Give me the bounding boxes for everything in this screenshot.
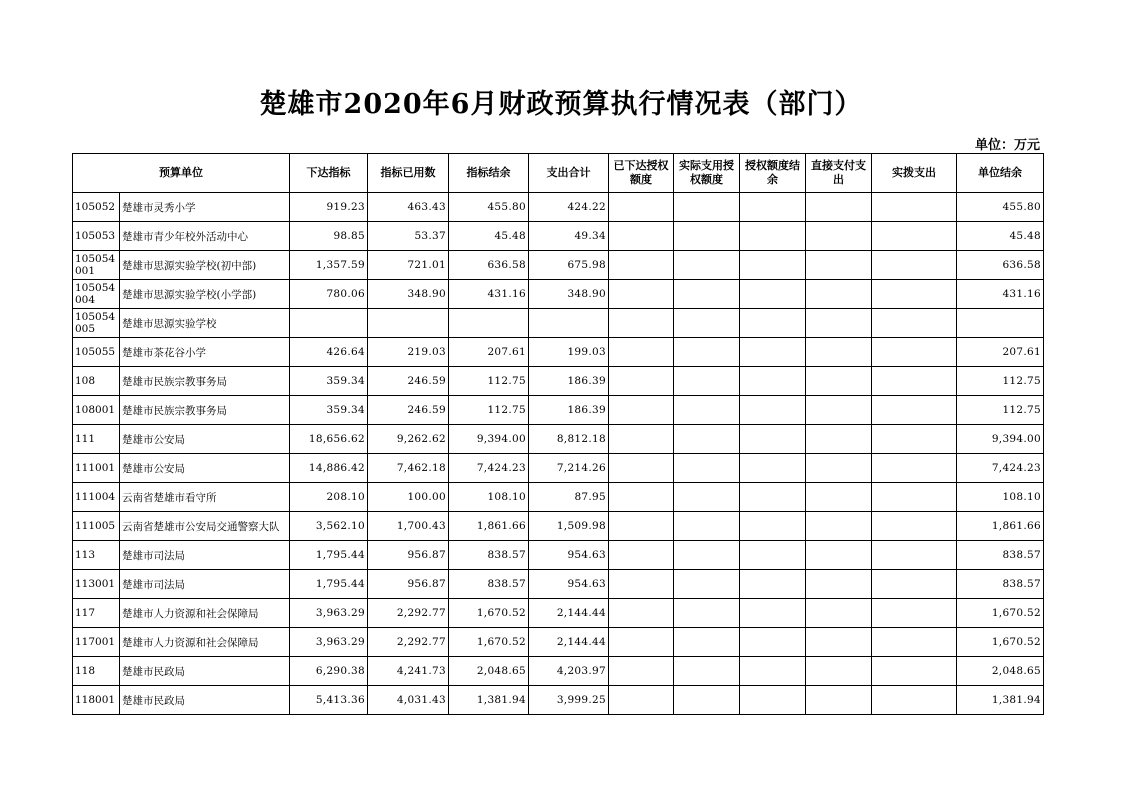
cell-unit-name: 云南省楚雄市公安局交通警察大队 bbox=[120, 512, 290, 541]
cell-spend-total: 186.39 bbox=[529, 396, 609, 425]
cell-unit-name: 云南省楚雄市看守所 bbox=[120, 483, 290, 512]
cell-unit-name: 楚雄市民政局 bbox=[120, 686, 290, 715]
cell-balance: 1,861.66 bbox=[449, 512, 529, 541]
cell-issued: 359.34 bbox=[290, 367, 368, 396]
cell-direct-pay bbox=[806, 570, 872, 599]
cell-unit-name: 楚雄市灵秀小学 bbox=[120, 193, 290, 222]
cell-auth-balance bbox=[740, 541, 806, 570]
cell-transfer bbox=[872, 425, 957, 454]
cell-issued: 18,656.62 bbox=[290, 425, 368, 454]
cell-spend-total: 348.90 bbox=[529, 280, 609, 309]
cell-authorized bbox=[609, 599, 674, 628]
cell-used: 100.00 bbox=[368, 483, 449, 512]
cell-issued: 14,886.42 bbox=[290, 454, 368, 483]
cell-transfer bbox=[872, 309, 957, 338]
cell-transfer bbox=[872, 193, 957, 222]
cell-code: 113 bbox=[73, 541, 120, 570]
cell-auth-balance bbox=[740, 251, 806, 280]
cell-spend-total: 87.95 bbox=[529, 483, 609, 512]
cell-code: 111001 bbox=[73, 454, 120, 483]
cell-balance: 1,670.52 bbox=[449, 628, 529, 657]
cell-authorized bbox=[609, 454, 674, 483]
table-row bbox=[73, 425, 1044, 454]
cell-authorized bbox=[609, 309, 674, 338]
cell-actual-authorized bbox=[674, 483, 740, 512]
cell-actual-authorized bbox=[674, 280, 740, 309]
table-row bbox=[73, 628, 1044, 657]
table-row bbox=[73, 512, 1044, 541]
cell-direct-pay bbox=[806, 512, 872, 541]
cell-actual-authorized bbox=[674, 222, 740, 251]
cell-auth-balance bbox=[740, 454, 806, 483]
cell-unit-balance: 2,048.65 bbox=[957, 657, 1044, 686]
cell-auth-balance bbox=[740, 628, 806, 657]
cell-code: 118001 bbox=[73, 686, 120, 715]
cell-direct-pay bbox=[806, 425, 872, 454]
cell-code: 113001 bbox=[73, 570, 120, 599]
cell-balance: 431.16 bbox=[449, 280, 529, 309]
cell-spend-total: 186.39 bbox=[529, 367, 609, 396]
cell-auth-balance bbox=[740, 425, 806, 454]
cell-code: 108001 bbox=[73, 396, 120, 425]
cell-auth-balance bbox=[740, 512, 806, 541]
cell-issued: 1,795.44 bbox=[290, 541, 368, 570]
cell-unit-balance: 112.75 bbox=[957, 396, 1044, 425]
cell-used: 4,031.43 bbox=[368, 686, 449, 715]
cell-code: 105055 bbox=[73, 338, 120, 367]
cell-unit-name: 楚雄市人力资源和社会保障局 bbox=[120, 599, 290, 628]
cell-issued: 208.10 bbox=[290, 483, 368, 512]
cell-used: 2,292.77 bbox=[368, 628, 449, 657]
cell-balance: 455.80 bbox=[449, 193, 529, 222]
cell-unit-balance: 636.58 bbox=[957, 251, 1044, 280]
cell-issued: 6,290.38 bbox=[290, 657, 368, 686]
cell-actual-authorized bbox=[674, 599, 740, 628]
cell-unit-name: 楚雄市公安局 bbox=[120, 425, 290, 454]
cell-balance: 112.75 bbox=[449, 367, 529, 396]
cell-spend-total: 1,509.98 bbox=[529, 512, 609, 541]
cell-unit-balance: 838.57 bbox=[957, 570, 1044, 599]
table-row bbox=[73, 367, 1044, 396]
cell-unit-balance: 431.16 bbox=[957, 280, 1044, 309]
cell-used: 2,292.77 bbox=[368, 599, 449, 628]
header-used: 指标已用数 bbox=[368, 154, 449, 193]
table-row bbox=[73, 686, 1044, 715]
cell-balance: 45.48 bbox=[449, 222, 529, 251]
cell-authorized bbox=[609, 512, 674, 541]
cell-authorized bbox=[609, 541, 674, 570]
cell-authorized bbox=[609, 280, 674, 309]
cell-balance: 838.57 bbox=[449, 570, 529, 599]
cell-authorized bbox=[609, 222, 674, 251]
cell-used: 4,241.73 bbox=[368, 657, 449, 686]
cell-authorized bbox=[609, 193, 674, 222]
cell-issued: 3,963.29 bbox=[290, 599, 368, 628]
table-row bbox=[73, 570, 1044, 599]
cell-transfer bbox=[872, 599, 957, 628]
cell-direct-pay bbox=[806, 280, 872, 309]
cell-direct-pay bbox=[806, 628, 872, 657]
header-balance: 指标结余 bbox=[449, 154, 529, 193]
cell-spend-total: 4,203.97 bbox=[529, 657, 609, 686]
cell-unit-name: 楚雄市司法局 bbox=[120, 570, 290, 599]
cell-spend-total: 954.63 bbox=[529, 541, 609, 570]
cell-unit-balance: 838.57 bbox=[957, 541, 1044, 570]
header-transfer: 实拨支出 bbox=[872, 154, 957, 193]
cell-authorized bbox=[609, 338, 674, 367]
cell-authorized bbox=[609, 251, 674, 280]
cell-balance: 636.58 bbox=[449, 251, 529, 280]
cell-transfer bbox=[872, 570, 957, 599]
cell-spend-total: 7,214.26 bbox=[529, 454, 609, 483]
cell-actual-authorized bbox=[674, 251, 740, 280]
cell-actual-authorized bbox=[674, 396, 740, 425]
cell-code: 105054005 bbox=[73, 309, 120, 338]
cell-unit-balance: 1,670.52 bbox=[957, 628, 1044, 657]
table-row bbox=[73, 599, 1044, 628]
cell-used: 721.01 bbox=[368, 251, 449, 280]
cell-issued: 1,357.59 bbox=[290, 251, 368, 280]
cell-used: 463.43 bbox=[368, 193, 449, 222]
cell-direct-pay bbox=[806, 541, 872, 570]
cell-auth-balance bbox=[740, 570, 806, 599]
cell-unit-name: 楚雄市青少年校外活动中心 bbox=[120, 222, 290, 251]
cell-transfer bbox=[872, 686, 957, 715]
cell-balance bbox=[449, 309, 529, 338]
cell-spend-total: 199.03 bbox=[529, 338, 609, 367]
cell-unit-balance: 1,670.52 bbox=[957, 599, 1044, 628]
cell-unit-name: 楚雄市思源实验学校 bbox=[120, 309, 290, 338]
cell-auth-balance bbox=[740, 338, 806, 367]
cell-code: 111 bbox=[73, 425, 120, 454]
cell-actual-authorized bbox=[674, 425, 740, 454]
cell-issued: 98.85 bbox=[290, 222, 368, 251]
cell-unit-name: 楚雄市公安局 bbox=[120, 454, 290, 483]
cell-actual-authorized bbox=[674, 686, 740, 715]
cell-spend-total: 3,999.25 bbox=[529, 686, 609, 715]
cell-spend-total: 954.63 bbox=[529, 570, 609, 599]
cell-used: 956.87 bbox=[368, 570, 449, 599]
cell-auth-balance bbox=[740, 599, 806, 628]
cell-used: 246.59 bbox=[368, 396, 449, 425]
cell-auth-balance bbox=[740, 193, 806, 222]
cell-authorized bbox=[609, 686, 674, 715]
cell-used: 956.87 bbox=[368, 541, 449, 570]
header-actual-authorized: 实际支用授权额度 bbox=[674, 154, 740, 193]
cell-unit-balance: 45.48 bbox=[957, 222, 1044, 251]
header-issued: 下达指标 bbox=[290, 154, 368, 193]
cell-transfer bbox=[872, 541, 957, 570]
cell-direct-pay bbox=[806, 251, 872, 280]
cell-used: 219.03 bbox=[368, 338, 449, 367]
cell-auth-balance bbox=[740, 657, 806, 686]
table-body bbox=[73, 193, 1044, 715]
cell-unit-balance: 455.80 bbox=[957, 193, 1044, 222]
cell-transfer bbox=[872, 222, 957, 251]
cell-used: 1,700.43 bbox=[368, 512, 449, 541]
cell-transfer bbox=[872, 628, 957, 657]
cell-auth-balance bbox=[740, 367, 806, 396]
cell-code: 105053 bbox=[73, 222, 120, 251]
table-row bbox=[73, 338, 1044, 367]
cell-direct-pay bbox=[806, 483, 872, 512]
cell-direct-pay bbox=[806, 367, 872, 396]
page-title: 楚雄市2020年6月财政预算执行情况表（部门） bbox=[259, 89, 863, 120]
cell-unit-name: 楚雄市司法局 bbox=[120, 541, 290, 570]
cell-authorized bbox=[609, 367, 674, 396]
cell-auth-balance bbox=[740, 222, 806, 251]
cell-spend-total: 8,812.18 bbox=[529, 425, 609, 454]
cell-balance: 112.75 bbox=[449, 396, 529, 425]
cell-unit-name: 楚雄市思源实验学校(小学部) bbox=[120, 280, 290, 309]
cell-unit-name: 楚雄市人力资源和社会保障局 bbox=[120, 628, 290, 657]
table-row bbox=[73, 454, 1044, 483]
budget-table bbox=[72, 153, 1044, 715]
cell-code: 117 bbox=[73, 599, 120, 628]
cell-transfer bbox=[872, 338, 957, 367]
cell-spend-total: 2,144.44 bbox=[529, 599, 609, 628]
cell-actual-authorized bbox=[674, 309, 740, 338]
table-row bbox=[73, 541, 1044, 570]
header-spend-total: 支出合计 bbox=[529, 154, 609, 193]
cell-balance: 9,394.00 bbox=[449, 425, 529, 454]
cell-unit-balance: 7,424.23 bbox=[957, 454, 1044, 483]
cell-actual-authorized bbox=[674, 657, 740, 686]
cell-transfer bbox=[872, 657, 957, 686]
cell-used: 348.90 bbox=[368, 280, 449, 309]
cell-direct-pay bbox=[806, 599, 872, 628]
table-header-row bbox=[73, 154, 1044, 193]
cell-used: 9,262.62 bbox=[368, 425, 449, 454]
cell-unit-name: 楚雄市思源实验学校(初中部) bbox=[120, 251, 290, 280]
cell-auth-balance bbox=[740, 280, 806, 309]
cell-auth-balance bbox=[740, 309, 806, 338]
cell-issued: 359.34 bbox=[290, 396, 368, 425]
cell-used: 53.37 bbox=[368, 222, 449, 251]
header-direct-pay: 直接支付支出 bbox=[806, 154, 872, 193]
cell-balance: 2,048.65 bbox=[449, 657, 529, 686]
cell-transfer bbox=[872, 251, 957, 280]
table-row bbox=[73, 280, 1044, 309]
cell-used: 7,462.18 bbox=[368, 454, 449, 483]
cell-actual-authorized bbox=[674, 338, 740, 367]
cell-direct-pay bbox=[806, 338, 872, 367]
cell-direct-pay bbox=[806, 193, 872, 222]
header-authorized: 已下达授权额度 bbox=[609, 154, 674, 193]
cell-unit-balance: 112.75 bbox=[957, 367, 1044, 396]
cell-spend-total: 49.34 bbox=[529, 222, 609, 251]
cell-code: 108 bbox=[73, 367, 120, 396]
cell-unit-name: 楚雄市民族宗教事务局 bbox=[120, 396, 290, 425]
cell-authorized bbox=[609, 657, 674, 686]
table-row bbox=[73, 396, 1044, 425]
cell-actual-authorized bbox=[674, 454, 740, 483]
cell-direct-pay bbox=[806, 396, 872, 425]
cell-transfer bbox=[872, 367, 957, 396]
cell-issued: 5,413.36 bbox=[290, 686, 368, 715]
cell-issued: 426.64 bbox=[290, 338, 368, 367]
cell-balance: 1,381.94 bbox=[449, 686, 529, 715]
cell-actual-authorized bbox=[674, 541, 740, 570]
cell-unit-name: 楚雄市民政局 bbox=[120, 657, 290, 686]
cell-actual-authorized bbox=[674, 367, 740, 396]
cell-transfer bbox=[872, 512, 957, 541]
cell-balance: 7,424.23 bbox=[449, 454, 529, 483]
table-row bbox=[73, 657, 1044, 686]
cell-balance: 108.10 bbox=[449, 483, 529, 512]
cell-issued: 1,795.44 bbox=[290, 570, 368, 599]
cell-issued: 3,963.29 bbox=[290, 628, 368, 657]
cell-transfer bbox=[872, 280, 957, 309]
cell-unit-balance: 207.61 bbox=[957, 338, 1044, 367]
unit-label: 单位：万元 bbox=[974, 138, 1040, 153]
table-row bbox=[73, 309, 1044, 338]
cell-authorized bbox=[609, 425, 674, 454]
cell-used bbox=[368, 309, 449, 338]
cell-code: 118 bbox=[73, 657, 120, 686]
cell-authorized bbox=[609, 628, 674, 657]
cell-actual-authorized bbox=[674, 193, 740, 222]
cell-authorized bbox=[609, 483, 674, 512]
cell-used: 246.59 bbox=[368, 367, 449, 396]
cell-unit-balance: 9,394.00 bbox=[957, 425, 1044, 454]
cell-auth-balance bbox=[740, 396, 806, 425]
table-row bbox=[73, 193, 1044, 222]
cell-actual-authorized bbox=[674, 570, 740, 599]
cell-unit-balance: 1,381.94 bbox=[957, 686, 1044, 715]
cell-actual-authorized bbox=[674, 512, 740, 541]
cell-authorized bbox=[609, 396, 674, 425]
header-auth-balance: 授权额度结余 bbox=[740, 154, 806, 193]
header-unit-balance: 单位结余 bbox=[957, 154, 1044, 193]
cell-direct-pay bbox=[806, 454, 872, 483]
cell-auth-balance bbox=[740, 686, 806, 715]
cell-direct-pay bbox=[806, 222, 872, 251]
cell-code: 105052 bbox=[73, 193, 120, 222]
cell-unit-balance bbox=[957, 309, 1044, 338]
cell-unit-name: 楚雄市茶花谷小学 bbox=[120, 338, 290, 367]
cell-issued: 780.06 bbox=[290, 280, 368, 309]
cell-issued bbox=[290, 309, 368, 338]
table-row bbox=[73, 251, 1044, 280]
cell-transfer bbox=[872, 396, 957, 425]
cell-direct-pay bbox=[806, 686, 872, 715]
cell-spend-total: 2,144.44 bbox=[529, 628, 609, 657]
cell-code: 111004 bbox=[73, 483, 120, 512]
cell-issued: 3,562.10 bbox=[290, 512, 368, 541]
cell-actual-authorized bbox=[674, 628, 740, 657]
cell-transfer bbox=[872, 454, 957, 483]
cell-transfer bbox=[872, 483, 957, 512]
table-row bbox=[73, 483, 1044, 512]
cell-balance: 838.57 bbox=[449, 541, 529, 570]
cell-issued: 919.23 bbox=[290, 193, 368, 222]
cell-unit-name: 楚雄市民族宗教事务局 bbox=[120, 367, 290, 396]
cell-unit-balance: 1,861.66 bbox=[957, 512, 1044, 541]
header-unit: 预算单位 bbox=[73, 154, 290, 193]
cell-code: 105054001 bbox=[73, 251, 120, 280]
cell-direct-pay bbox=[806, 657, 872, 686]
cell-direct-pay bbox=[806, 309, 872, 338]
cell-balance: 207.61 bbox=[449, 338, 529, 367]
cell-spend-total: 424.22 bbox=[529, 193, 609, 222]
cell-code: 117001 bbox=[73, 628, 120, 657]
cell-code: 105054004 bbox=[73, 280, 120, 309]
table-row bbox=[73, 222, 1044, 251]
cell-spend-total: 675.98 bbox=[529, 251, 609, 280]
cell-authorized bbox=[609, 570, 674, 599]
cell-auth-balance bbox=[740, 483, 806, 512]
cell-unit-balance: 108.10 bbox=[957, 483, 1044, 512]
cell-code: 111005 bbox=[73, 512, 120, 541]
cell-spend-total bbox=[529, 309, 609, 338]
cell-balance: 1,670.52 bbox=[449, 599, 529, 628]
